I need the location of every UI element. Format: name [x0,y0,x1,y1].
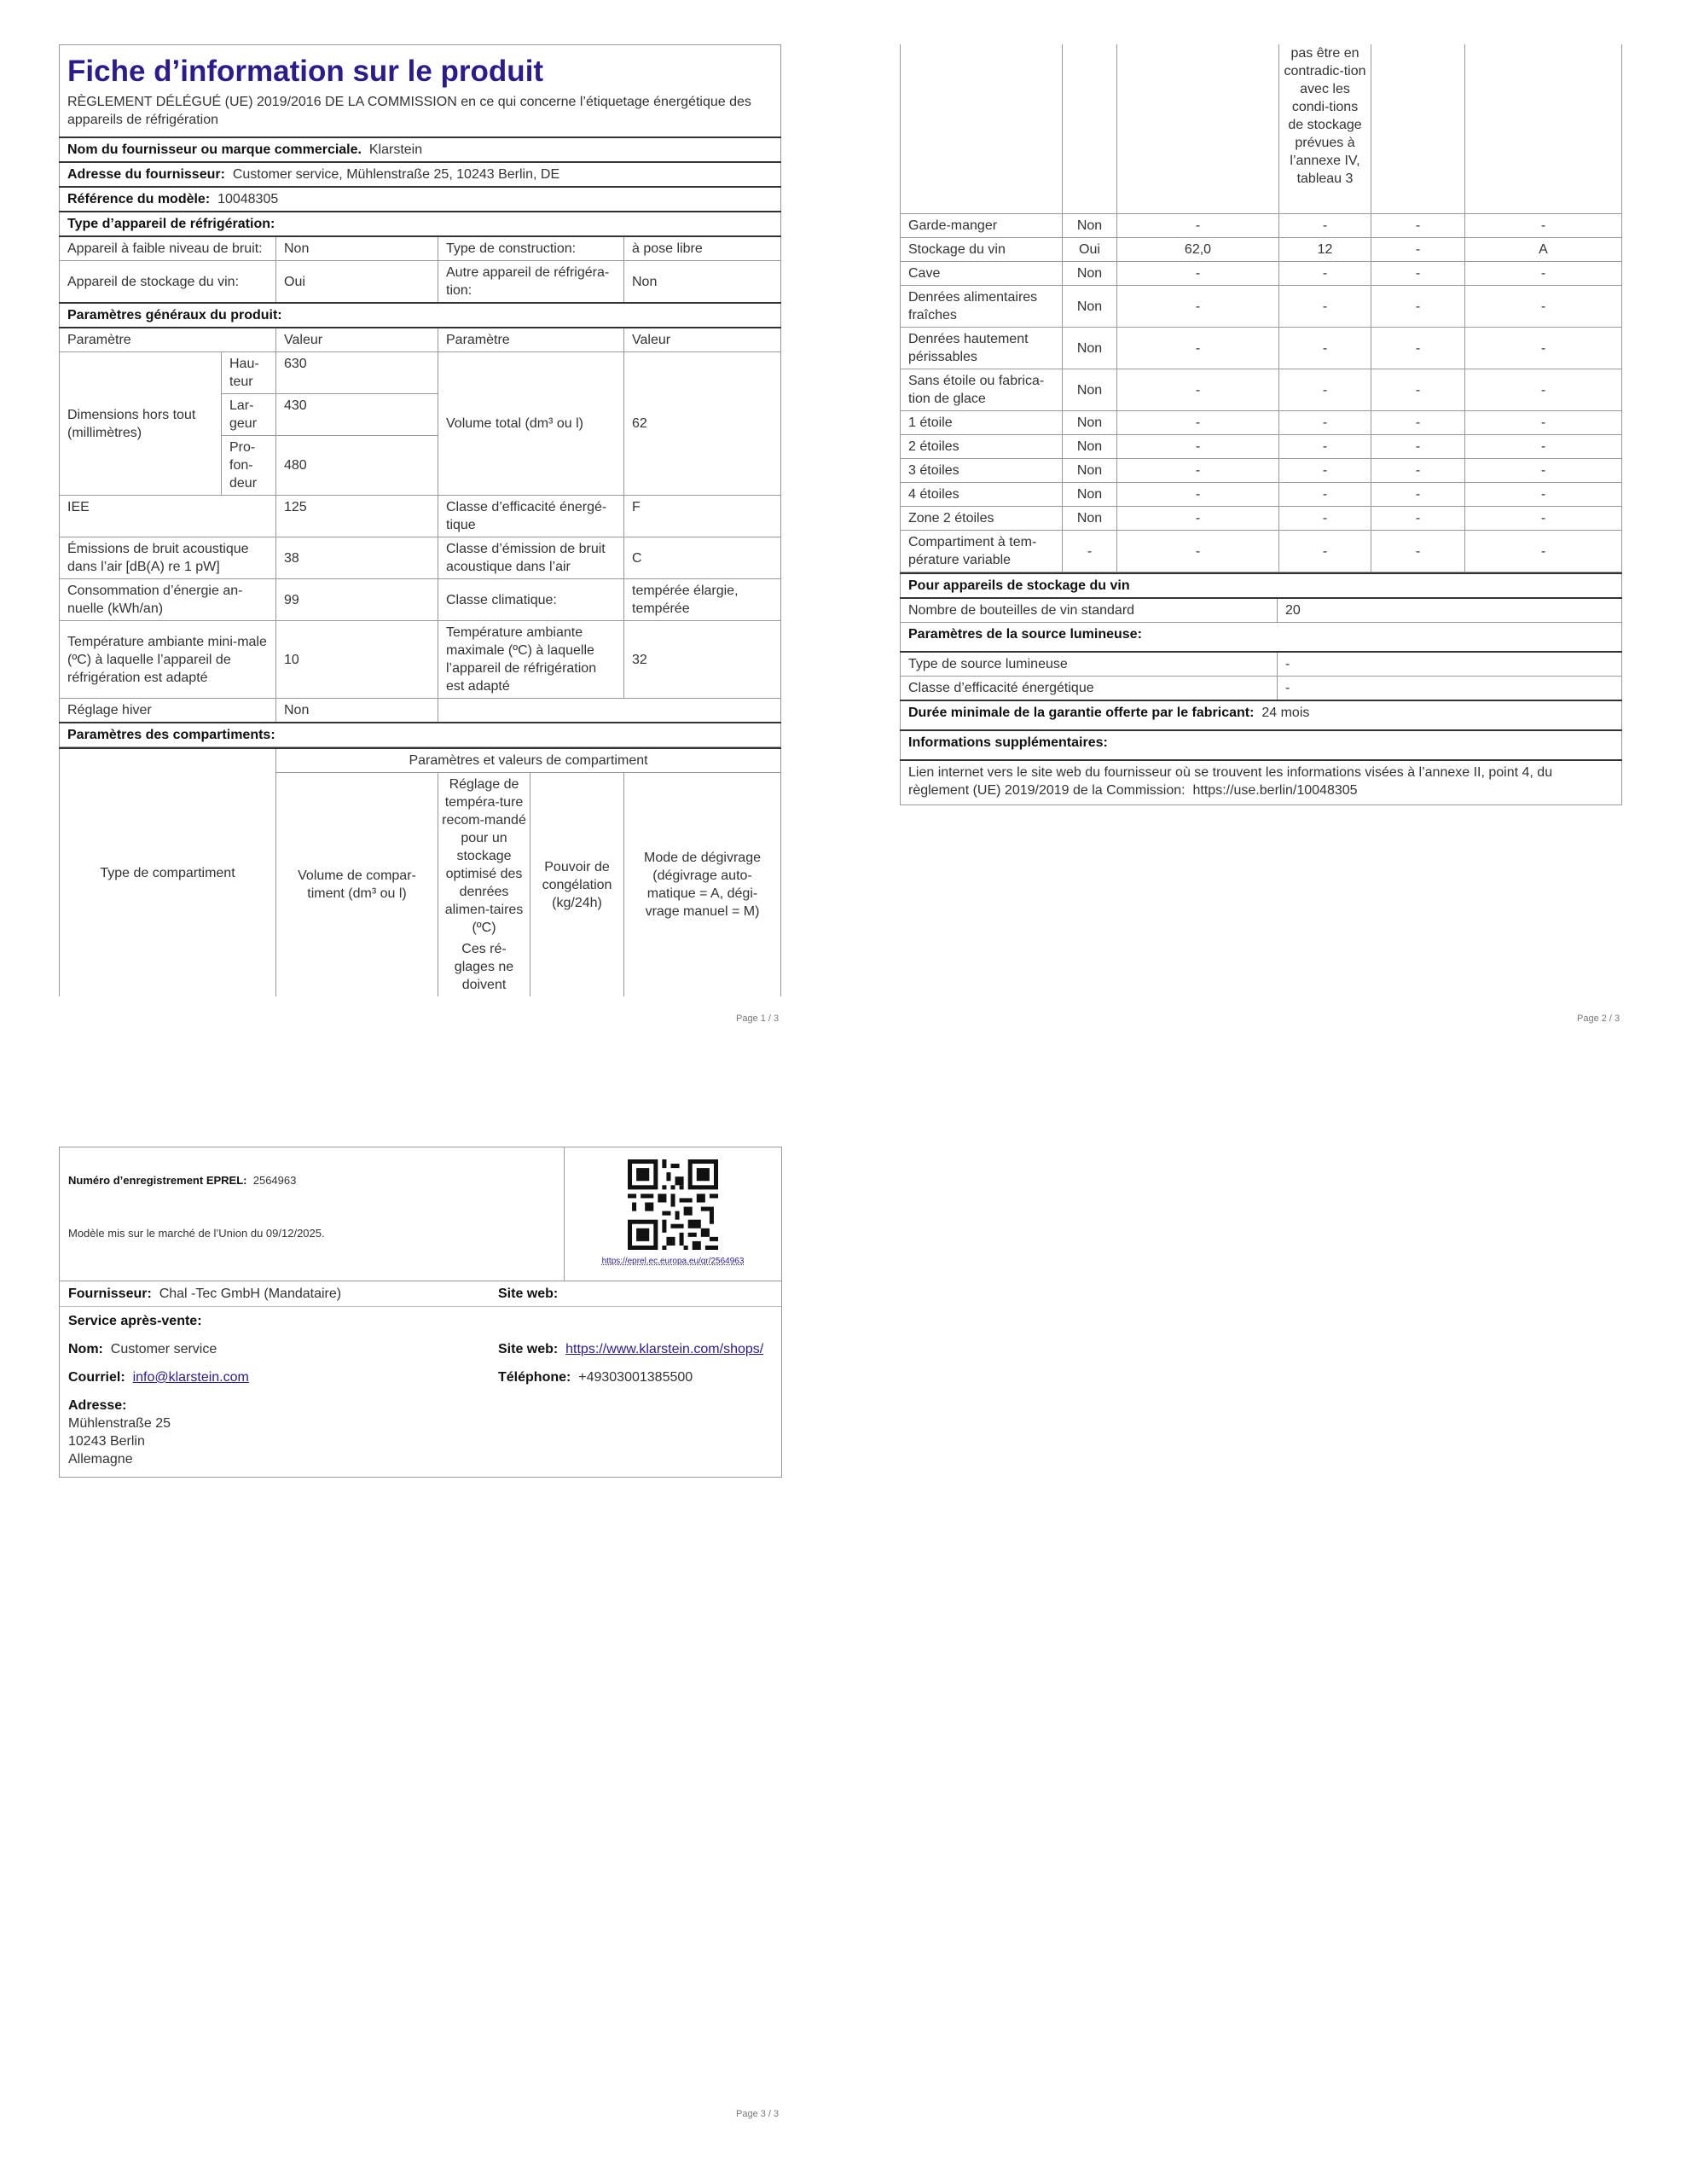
compartment-row [901,369,1622,411]
cont-cell-e [1371,44,1465,214]
product-info-table [59,44,781,747]
cont-cell-a [901,44,1063,214]
iee-label: IEE [60,496,276,537]
address-line-2: 10243 Berlin [68,1434,145,1449]
cont-cell-c [1117,44,1279,214]
service-name-value: Customer service [110,1342,217,1356]
compartment-row [901,531,1622,572]
compartment-present: Non [1063,507,1117,531]
compartment-freezing: - [1371,483,1465,507]
compartment-row [901,214,1622,238]
compartment-present: Oui [1063,238,1117,262]
compartment-values-table [900,44,1622,572]
light-class-label: Classe d’efficacité énergétique [901,677,1278,701]
compartment-name: Garde-manger [901,214,1063,238]
compartment-volume: - [1117,214,1279,238]
compartment-freezing: - [1371,238,1465,262]
email-link[interactable]: info@klarstein.com [132,1370,249,1385]
compartment-temp: - [1279,435,1371,459]
col-param-1: Paramètre [60,328,276,352]
compartment-name: Denrées alimentaires fraîches [901,286,1063,328]
extra-info-heading: Informations supplémentaires: [901,730,1622,760]
compartment-freezing: - [1371,286,1465,328]
compartment-volume-header: Volume de compar-timent (dm³ ou l) [276,773,438,997]
page-number-1: Page 1 / 3 [736,1014,780,1024]
total-volume-value: 62 [624,352,781,496]
compartment-present: Non [1063,411,1117,435]
compartment-freezing: - [1371,369,1465,411]
compartment-freezing: - [1371,507,1465,531]
wine-storage-label: Appareil de stockage du vin: [60,261,276,304]
wine-storage-value: Oui [276,261,438,304]
compartment-volume: - [1117,411,1279,435]
compartment-present: Non [1063,262,1117,286]
total-volume-label: Volume total (dm³ ou l) [438,352,624,496]
defrost-mode-header: Mode de dégivrage (dégivrage auto-matique = A, dégi-vrage manuel = M) [624,773,781,997]
recommended-temp-header-cell [438,773,530,997]
compartment-row [901,435,1622,459]
depth-label: Pro-fon-deur [222,436,276,496]
bottles-label: Nombre de bouteilles de vin standard [901,598,1278,623]
climate-class-label: Classe climatique: [438,579,624,621]
iee-value: 125 [276,496,438,537]
address-value: Customer service, Mühlenstraße 25, 10243 Berlin, DE [232,167,560,182]
compartment-type-header: Type de compartiment [60,748,276,996]
compartment-name: 3 étoiles [901,459,1063,483]
supplier-value: Klarstein [368,142,423,157]
compartment-defrost: - [1465,369,1622,411]
p3-site-label: Site web: [498,1287,559,1301]
construction-label: Type de construction: [438,236,624,261]
compartment-volume: - [1117,286,1279,328]
other-appliance-value: Non [624,261,781,304]
compartment-name: 1 étoile [901,411,1063,435]
bottles-value: 20 [1278,598,1622,623]
compartment-row [901,507,1622,531]
low-noise-label: Appareil à faible niveau de bruit: [60,236,276,261]
compartment-row [901,459,1622,483]
compartment-row [901,483,1622,507]
service-site-label: Site web: [498,1342,559,1356]
compartment-freezing: - [1371,328,1465,369]
recommended-temp-header: Réglage de tempéra-ture recom-mandé pour un stockage optimisé des denrées alimen-taires (ºC) [442,777,526,935]
compartment-volume: - [1117,531,1279,572]
compartment-defrost: - [1465,411,1622,435]
efficiency-class-value: F [624,496,781,537]
compartment-temp: - [1279,262,1371,286]
compartment-name: 2 étoiles [901,435,1063,459]
compartment-row [901,286,1622,328]
cont-cell-b [1063,44,1117,214]
compartment-row [901,411,1622,435]
max-temp-label: Température ambiante maximale (ºC) à laquelle l’appareil de réfrigération est adapté [438,621,624,699]
phone-value: +49303001385500 [578,1370,693,1385]
cont-cell-f [1465,44,1622,214]
low-noise-value: Non [276,236,438,261]
light-class-value: - [1278,677,1622,701]
max-temp-value: 32 [624,621,781,699]
compartment-present: Non [1063,459,1117,483]
compartment-name: 4 étoiles [901,483,1063,507]
page-number-3: Page 3 / 3 [736,2109,780,2119]
qr-section [565,1147,781,1281]
dimensions-label: Dimensions hors tout (millimètres) [60,352,222,496]
compartment-temp: - [1279,369,1371,411]
eprel-label: Numéro d’enregistrement EPREL: [68,1174,247,1187]
compartment-freezing: - [1371,411,1465,435]
eprel-value: 2564963 [252,1174,297,1187]
address-label: Adresse du fournisseur: [67,167,225,182]
noise-class-value: C [624,537,781,579]
compartment-present: Non [1063,214,1117,238]
compartment-row [901,328,1622,369]
compartment-temp: - [1279,483,1371,507]
qr-code-icon [628,1159,718,1250]
supplier-row [60,1281,781,1307]
page-3 [59,1147,782,1478]
recommended-temp-note-continued: pas être en contradic-tion avec les condi-tions de stockage prévues à l’annexe IV, tableau 3 [1279,44,1371,214]
winter-setting-value: Non [276,699,438,723]
compartment-temp: - [1279,411,1371,435]
market-date-text: Modèle mis sur le marché de l’Union du 09/12/2025. [68,1227,325,1240]
col-value-2: Valeur [624,328,781,352]
compartment-name: Zone 2 étoiles [901,507,1063,531]
p3-address-label: Adresse: [68,1398,127,1413]
page-1 [59,44,780,996]
col-param-2: Paramètre [438,328,624,352]
compartment-present: Non [1063,286,1117,328]
light-heading: Paramètres de la source lumineuse: [901,623,1622,653]
email-label: Courriel: [68,1370,125,1385]
warranty-value: 24 mois [1261,706,1310,720]
general-params-heading: Paramètres généraux du produit: [60,303,781,328]
width-value: 430 [276,394,438,436]
document-title: Fiche d’information sur le produit [67,55,544,88]
service-section [60,1307,781,1477]
compartment-volume: - [1117,262,1279,286]
compartment-defrost: - [1465,459,1622,483]
compartment-present: - [1063,531,1117,572]
compartment-temp: - [1279,214,1371,238]
model-value: 10048305 [217,192,279,206]
eprel-left [60,1147,565,1281]
energy-consumption-label: Consommation d’énergie an-nuelle (kWh/an) [60,579,276,621]
compartment-defrost: - [1465,483,1622,507]
compartment-name: Sans étoile ou fabrica-tion de glace [901,369,1063,411]
page-2 [900,44,1621,805]
compartment-name: Denrées hautement périssables [901,328,1063,369]
compartment-name: Cave [901,262,1063,286]
p3-supplier-label: Fournisseur: [68,1287,152,1301]
noise-class-label: Classe d’émission de bruit acoustique dans l’air [438,537,624,579]
compartment-freezing: - [1371,531,1465,572]
phone-label: Téléphone: [498,1370,571,1385]
light-type-value: - [1278,652,1622,677]
depth-value: 480 [276,436,438,496]
compartment-temp: - [1279,286,1371,328]
supplier-label: Nom du fournisseur ou marque commerciale. [67,142,362,157]
energy-consumption-value: 99 [276,579,438,621]
address-line-3: Allemagne [68,1452,133,1467]
warranty-label: Durée minimale de la garantie offerte par le fabricant: [908,706,1255,720]
compartment-volume: - [1117,483,1279,507]
extra-info-url[interactable]: https://use.berlin/10048305 [1192,783,1358,798]
height-value: 630 [276,352,438,394]
page-number-2: Page 2 / 3 [1577,1014,1620,1024]
service-heading: Service après-vente: [68,1314,202,1328]
recommended-temp-note: Ces ré-glages ne doivent [454,942,514,992]
freezing-capacity-header: Pouvoir de congélation (kg/24h) [530,773,624,997]
compartment-params-header: Paramètres et valeurs de compartiment [276,748,781,773]
noise-emission-label: Émissions de bruit acoustique dans l’air [dB(A) re 1 pW] [60,537,276,579]
compartment-volume: - [1117,369,1279,411]
compartment-defrost: - [1465,328,1622,369]
compartment-temp: - [1279,328,1371,369]
qr-url-link[interactable]: https://eprel.ec.europa.eu/qr/2564963 [601,1257,745,1266]
compartment-temp: - [1279,531,1371,572]
min-temp-value: 10 [276,621,438,699]
compartment-volume: - [1117,435,1279,459]
compartment-row [901,238,1622,262]
width-label: Lar-geur [222,394,276,436]
model-label: Référence du modèle: [67,192,211,206]
compartment-present: Non [1063,328,1117,369]
compartment-freezing: - [1371,459,1465,483]
winter-setting-label: Réglage hiver [60,699,276,723]
compartment-freezing: - [1371,214,1465,238]
col-value-1: Valeur [276,328,438,352]
extra-info-text: Lien internet vers le site web du fournisseur où se trouvent les informations visées à l’annexe II, point 4, du règlement (UE) 2019/2019 de la Commission: [908,765,1553,798]
regulation-subtitle: RÈGLEMENT DÉLÉGUÉ (UE) 2019/2016 DE LA COMMISSION en ce qui concerne l’étiquetage énergétique des appareils de réfrigération [67,95,751,127]
compartment-defrost: - [1465,435,1622,459]
compartment-defrost: - [1465,262,1622,286]
compartment-defrost: - [1465,286,1622,328]
compartment-present: Non [1063,369,1117,411]
compartment-temp: - [1279,459,1371,483]
height-label: Hau-teur [222,352,276,394]
compartment-freezing: - [1371,435,1465,459]
compartment-present: Non [1063,435,1117,459]
compartment-defrost: - [1465,507,1622,531]
compartment-volume: - [1117,459,1279,483]
p3-supplier-value: Chal -Tec GmbH (Mandataire) [159,1287,342,1301]
compartment-present: Non [1063,483,1117,507]
construction-value: à pose libre [624,236,781,261]
compartment-params-heading: Paramètres des compartiments: [60,723,781,747]
compartment-volume: 62,0 [1117,238,1279,262]
compartment-temp: 12 [1279,238,1371,262]
appliance-type-heading: Type d’appareil de réfrigération: [60,212,781,236]
min-temp-label: Température ambiante mini-male (ºC) à laquelle l’appareil de réfrigération est adapté [60,621,276,699]
light-type-label: Type de source lumineuse [901,652,1278,677]
compartment-volume: - [1117,328,1279,369]
compartment-volume: - [1117,507,1279,531]
wine-light-table [900,572,1622,805]
compartment-row [901,262,1622,286]
compartment-defrost: - [1465,531,1622,572]
compartment-name: Stockage du vin [901,238,1063,262]
compartment-defrost: A [1465,238,1622,262]
empty-cell [438,699,781,723]
other-appliance-label: Autre appareil de réfrigéra-tion: [438,261,624,304]
address-line-1: Mühlenstraße 25 [68,1416,171,1431]
compartment-temp: - [1279,507,1371,531]
wine-heading: Pour appareils de stockage du vin [901,573,1622,598]
compartment-header-table [59,747,781,996]
service-site-link[interactable]: https://www.klarstein.com/shops/ [565,1342,764,1356]
compartment-defrost: - [1465,214,1622,238]
compartment-name: Compartiment à tem-pérature variable [901,531,1063,572]
eprel-section [60,1147,781,1281]
service-name-label: Nom: [68,1342,103,1356]
noise-emission-value: 38 [276,537,438,579]
climate-class-value: tempérée élargie, tempérée [624,579,781,621]
compartment-freezing: - [1371,262,1465,286]
efficiency-class-label: Classe d’efficacité énergé-tique [438,496,624,537]
